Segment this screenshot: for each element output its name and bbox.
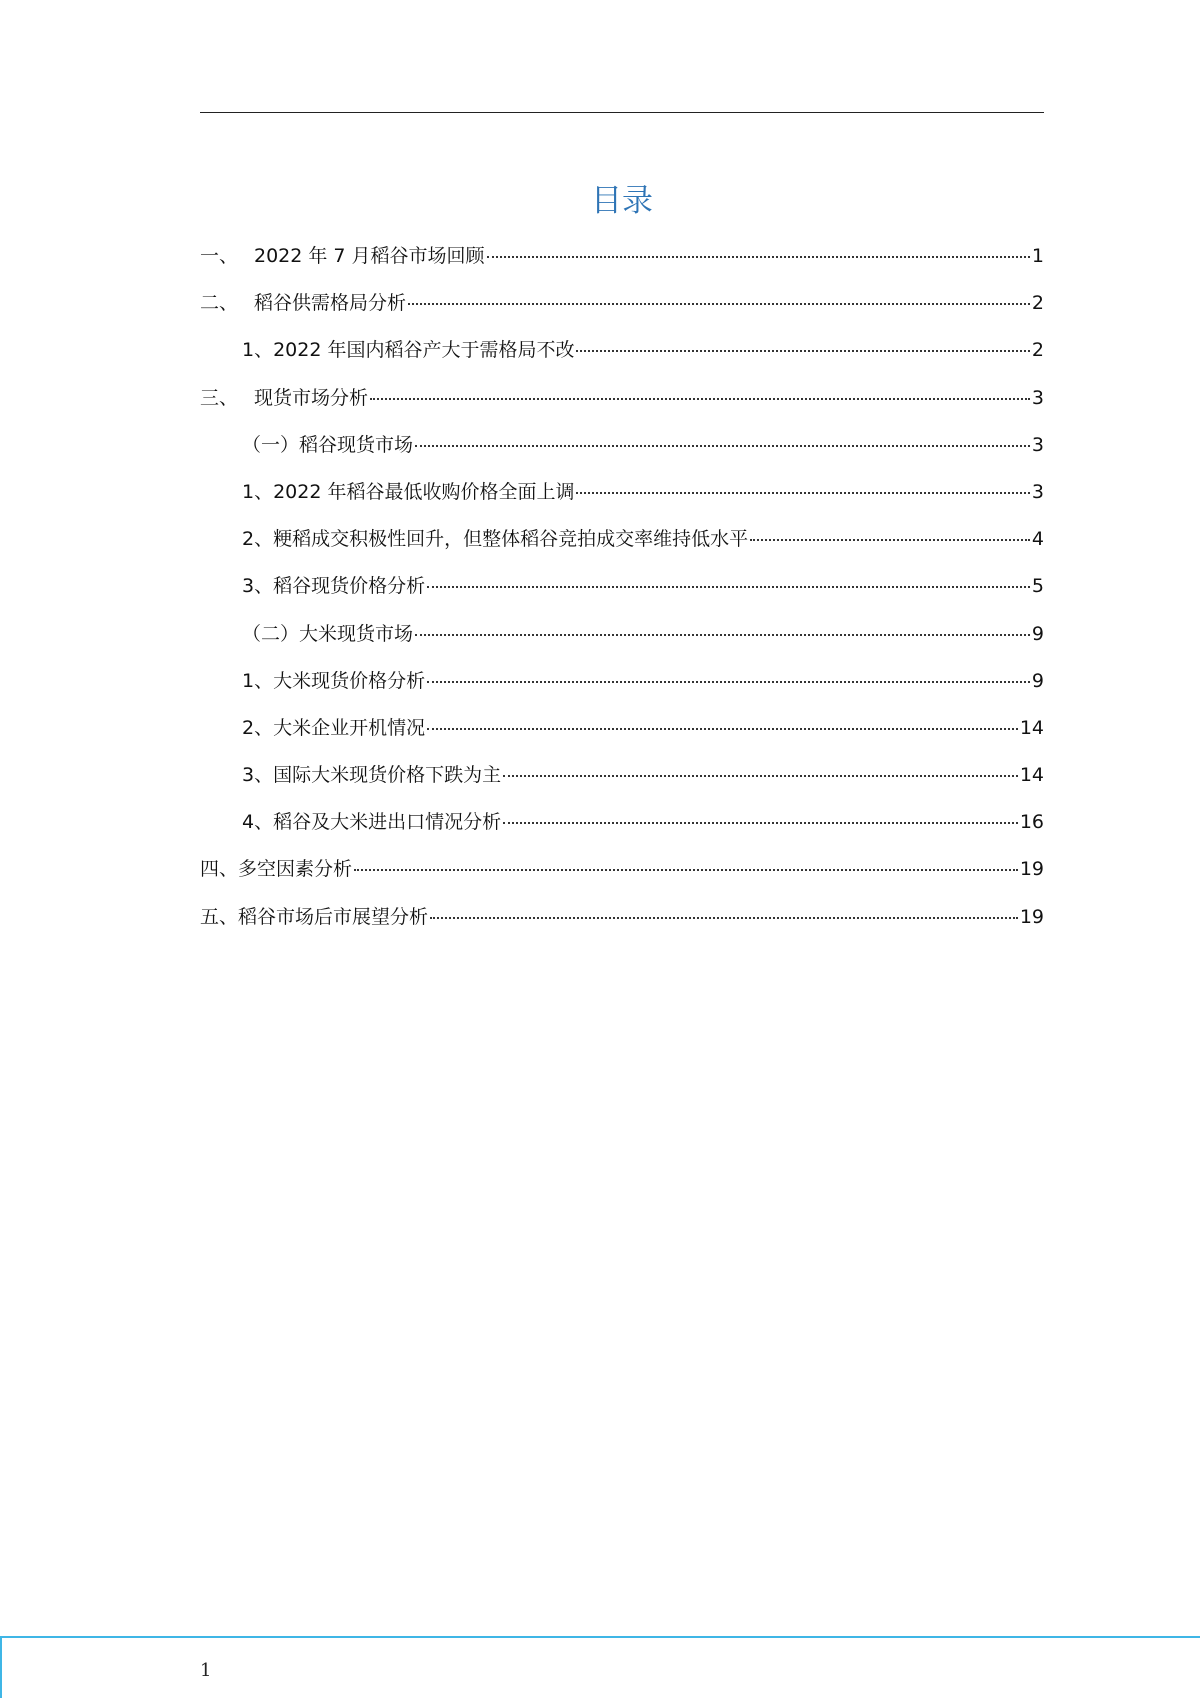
toc-entry-number: 一、 [200, 245, 239, 267]
toc-entry-13[interactable] [200, 802, 1044, 849]
dot-leader [427, 586, 1030, 588]
toc-entry-12[interactable] [200, 755, 1044, 802]
toc-entry-label: 多空因素分析 [238, 858, 353, 881]
toc-entry-label: 4、稻谷及大米进出口情况分析 [242, 811, 502, 834]
toc-entry-label: （二）大米现货市场 [242, 622, 414, 645]
toc-entry-number: 二、 [200, 292, 239, 315]
dot-leader [503, 775, 1018, 777]
toc-entry-page: 5 [1031, 575, 1044, 598]
toc-entry-7[interactable] [200, 519, 1044, 566]
dot-leader [427, 728, 1018, 730]
toc-entry-label: 3、国际大米现货价格下跌为主 [242, 764, 502, 787]
toc-entry-page: 19 [1019, 905, 1044, 928]
toc-entry-page: 2 [1031, 292, 1044, 315]
dot-leader [487, 256, 1030, 258]
toc-entry-page: 3 [1031, 433, 1044, 456]
toc-entry-label: （一）稻谷现货市场 [242, 433, 414, 456]
toc-entry-page: 14 [1019, 764, 1044, 787]
toc-entry-2[interactable] [200, 283, 1044, 330]
dot-leader [408, 303, 1030, 305]
toc-entry-label: 1、2022 年国内稻谷产大于需格局不改 [242, 339, 575, 362]
toc-entry-label: 2、粳稻成交积极性回升，但整体稻谷竞拍成交率维持低水平 [242, 528, 749, 551]
toc-entry-page: 16 [1019, 811, 1044, 834]
toc-entry-1[interactable] [200, 236, 1044, 283]
toc-entry-page: 1 [1031, 245, 1044, 267]
toc-entry-page: 4 [1031, 528, 1044, 551]
toc-entry-9[interactable] [200, 614, 1044, 661]
toc-entry-label: 稻谷供需格局分析 [254, 292, 407, 315]
dot-leader [503, 822, 1018, 824]
toc-entry-page: 2 [1031, 339, 1044, 362]
toc-entry-page: 19 [1019, 858, 1044, 881]
toc-entry-4[interactable] [200, 378, 1044, 425]
table-of-contents [200, 236, 1044, 944]
toc-entry-5[interactable] [200, 425, 1044, 472]
footer-rule [0, 1636, 1200, 1638]
toc-entry-page: 3 [1031, 386, 1044, 409]
toc-entry-6[interactable] [200, 472, 1044, 519]
dot-leader [576, 492, 1029, 494]
toc-entry-page: 9 [1031, 622, 1044, 645]
page-number: 1 [200, 1660, 212, 1681]
toc-entry-3[interactable] [200, 330, 1044, 377]
toc-entry-number: 三、 [200, 386, 239, 409]
header-rule [200, 112, 1044, 113]
toc-entry-14[interactable] [200, 849, 1044, 896]
toc-entry-label: 稻谷市场后市展望分析 [238, 905, 429, 928]
toc-entry-number: 五、 [200, 905, 239, 928]
toc-entry-15[interactable] [200, 897, 1044, 944]
toc-title: 目录 [591, 183, 653, 219]
dot-leader [354, 869, 1018, 871]
toc-entry-11[interactable] [200, 708, 1044, 755]
toc-entry-page: 3 [1031, 480, 1044, 503]
dot-leader [415, 634, 1030, 636]
toc-entry-label: 1、大米现货价格分析 [242, 669, 426, 692]
dot-leader [370, 398, 1030, 400]
footer-side-rule [0, 1636, 2, 1698]
toc-entry-page: 9 [1031, 669, 1044, 692]
dot-leader [576, 350, 1029, 352]
dot-leader [427, 681, 1030, 683]
toc-entry-8[interactable] [200, 566, 1044, 613]
dot-leader [430, 917, 1018, 919]
toc-entry-label: 1、2022 年稻谷最低收购价格全面上调 [242, 480, 575, 503]
toc-entry-label: 2、大米企业开机情况 [242, 716, 426, 739]
toc-entry-label: 现货市场分析 [254, 386, 369, 409]
toc-entry-label: 2022 年 7 月稻谷市场回顾 [254, 245, 485, 267]
toc-entry-label: 3、稻谷现货价格分析 [242, 575, 426, 598]
toc-entry-page: 14 [1019, 716, 1044, 739]
dot-leader [415, 445, 1030, 447]
toc-entry-10[interactable] [200, 661, 1044, 708]
toc-entry-number: 四、 [200, 858, 239, 881]
dot-leader [750, 539, 1030, 541]
